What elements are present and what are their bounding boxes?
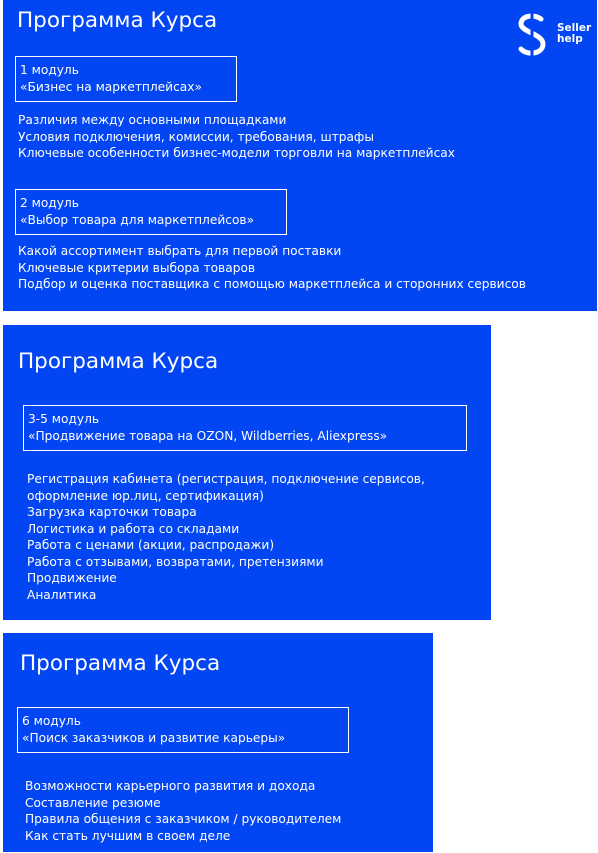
card-title: Программа Курса [20, 651, 221, 676]
logo-line-2: help [557, 33, 583, 45]
module-name: «Выбор товара для маркетплейсов» [20, 212, 255, 227]
card-title: Программа Курса [17, 8, 218, 33]
list-item: Продвижение [27, 571, 117, 585]
list-item: Правила общения с заказчиком / руководителем [25, 812, 342, 826]
list-item: Возможности карьерного развития и дохода [25, 779, 316, 793]
seller-help-logo [513, 12, 598, 62]
list-item: Условия подключения, комиссии, требования, штрафы [18, 129, 374, 144]
list-item: Работа с ценами (акции, распродажи) [27, 538, 275, 552]
course-program-card-3 [3, 633, 433, 852]
course-program-card-2 [3, 325, 491, 620]
list-item: Работа с отзывами, возвратами, претензиями [27, 554, 324, 569]
list-item: Какой ассортимент выбрать для первой поставки [18, 244, 342, 258]
list-item: Различия между основными площадками [18, 113, 287, 127]
list-item: Логистика и работа со складами [27, 521, 240, 536]
seller-help-s-icon [513, 12, 553, 58]
module-name: «Поиск заказчиков и развитие карьеры» [22, 730, 286, 745]
module-3-5-box [23, 405, 467, 451]
module-number: 3-5 модуль [28, 412, 100, 426]
module-number: 1 модуль [20, 63, 79, 77]
module-6-box [17, 707, 349, 753]
module-3-5-items [27, 471, 425, 603]
module-number: 2 модуль [20, 196, 79, 210]
list-item: Как стать лучшим в своем деле [25, 828, 231, 843]
list-item: Регистрация кабинета (регистрация, подключение сервисов, [27, 472, 425, 486]
list-item: Составление резюме [25, 795, 161, 810]
list-item: оформление юр.лиц, сертификация) [27, 488, 264, 503]
module-name: «Бизнес на маркетплейсах» [20, 79, 202, 94]
module-6-items [25, 778, 341, 844]
module-1-box [15, 56, 237, 102]
module-number: 6 модуль [22, 714, 81, 728]
list-item: Загрузка карточки товара [27, 505, 197, 519]
list-item: Ключевые особенности бизнес-модели торговли на маркетплейсах [18, 146, 455, 160]
module-2-box [15, 189, 287, 235]
card-title: Программа Курса [18, 349, 219, 374]
logo-line-1: Seller [557, 22, 592, 34]
logo-text [557, 23, 591, 45]
course-program-card-1 [3, 0, 597, 311]
list-item: Подбор и оценка поставщика с помощью маркетплейса и сторонних сервисов [18, 277, 526, 291]
list-item: Ключевые критерии выбора товаров [18, 260, 256, 275]
module-1-items [18, 112, 455, 162]
module-2-items [18, 243, 526, 293]
module-name: «Продвижение товара на OZON, Wildberries, Aliexpress» [28, 428, 388, 443]
list-item: Аналитика [27, 587, 97, 602]
